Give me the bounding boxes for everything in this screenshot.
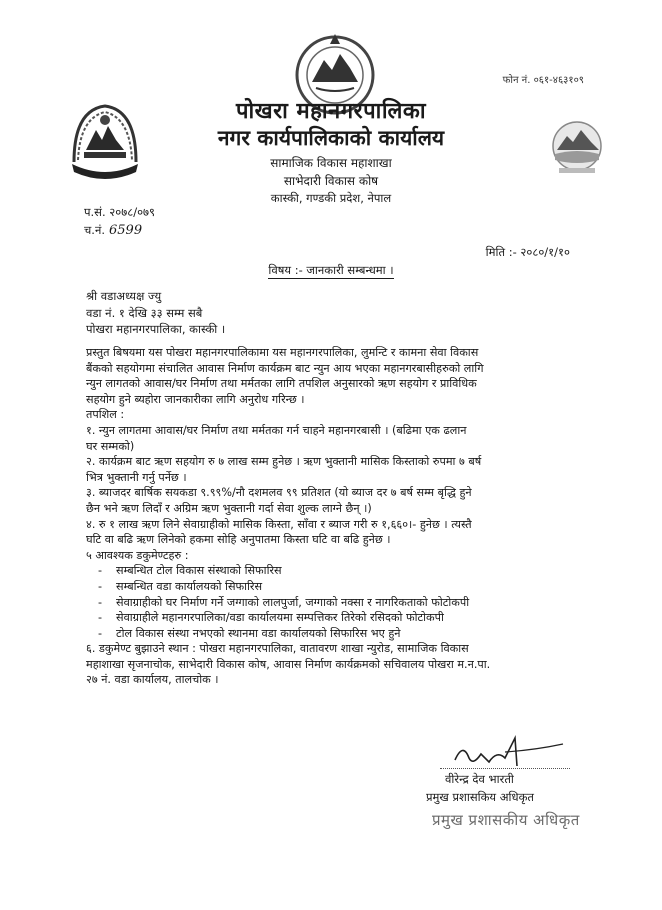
point-line: छैन भने ऋण लिदाँ र अग्रिम ऋण भुक्तानी गर्दा सेवा शुल्क लाग्ने छैन् ।) <box>86 501 372 515</box>
addressee-block <box>86 288 225 338</box>
signatory-title: प्रमुख प्रशासकिय अधिकृत <box>426 790 534 804</box>
cn-number <box>84 223 142 238</box>
unit-name: साभेदारी विकास कोष <box>283 174 379 188</box>
signature-line <box>440 768 570 769</box>
signature-icon <box>445 732 565 772</box>
point-line: ५ आवश्यक डकुमेण्टहरु : <box>86 548 189 562</box>
point-line: घर सम्मको) <box>86 439 135 453</box>
point-line: घटि वा बढि ऋण लिनेको हकमा सोहि अनुपातमा किस्ता घटि वा बढि हुनेछ । <box>86 533 391 547</box>
letter-body <box>86 345 586 688</box>
org-name: पोखरा महानगरपालिका <box>235 99 427 124</box>
cn-value: 6599 <box>109 223 143 238</box>
division-name: सामाजिक विकास महाशाखा <box>270 156 392 170</box>
subject-text: विषय :- जानकारी सम्बन्धमा । <box>268 263 394 277</box>
signatory-name: वीरेन्द्र देव भारती <box>445 772 514 786</box>
point-line: ४. रु १ लाख ऋण लिने सेवाग्राहीको मासिक किस्ता, साँवा र ब्याज गरी रु १,६६०।- हुनेछ । त्यस्तै <box>86 517 472 531</box>
intro-line: न्युन लागतको आवास/घर निर्माण तथा मर्मतका लागि तपशिल अनुसारको ऋण सहयोग र प्राविधिक <box>86 377 477 391</box>
documents-list <box>86 563 586 641</box>
cn-label: च.नं. <box>84 223 105 237</box>
document-item: - सेवाग्राहीले महानगरपालिका/वडा कार्यालयमा सम्पत्तिकर तिरेको रसिदको फोटोकपी <box>92 610 586 626</box>
office-address: कास्की, गण्डकी प्रदेश, नेपाल <box>270 191 392 205</box>
addressee-line: वडा नं. १ देखि ३३ सम्म सबै <box>86 305 203 320</box>
closing-line: महाशाखा सृजनाचोक, साभेदारी विकास कोष, आवास निर्माण कार्यक्रमको सचिवालय पोखरा म.न.पा. <box>86 657 491 671</box>
point-line: भित्र भुक्तानी गर्नु पर्नेछ । <box>86 470 187 484</box>
phone-number: फोन नं. ०६१-४६३१०९ <box>502 75 584 86</box>
closing-line: २७ नं. वडा कार्यालय, तालचोक । <box>86 673 219 687</box>
point-line: १. न्युन लागतमा आवास/घर निर्माण तथा मर्मतका गर्न चाहने महानगरबासी । (बढिमा एक ढलान <box>86 423 467 437</box>
official-stamp: प्रमुख प्रशासकीय अधिकृत <box>432 811 580 829</box>
letter-date: मिति :- २०८०/१/१० <box>485 245 570 259</box>
addressee-line: श्री वडाअध्यक्ष ज्यु <box>86 289 162 303</box>
intro-line: सहयोग हुने ब्यहोरा जानकारीका लागि अनुरोध गरिन्छ । <box>86 392 305 406</box>
addressee-line: पोखरा महानगरपालिका, कास्की । <box>86 322 226 336</box>
office-name: नगर कार्यपालिकाको कार्यालय <box>217 126 445 150</box>
document-item: - सम्बन्धित टोल विकास संस्थाको सिफारिस <box>92 563 586 579</box>
point-line: ३. ब्याजदर बार्षिक सयकडा ९.९९%/नौ दशमलव ९९ प्रतिशत (यो ब्याज दर ७ बर्ष सम्म बृद्धि हुने <box>86 486 472 500</box>
point-line: २. कार्यक्रम बाट ऋण सहयोग रु ७ लाख सम्म हुनेछ । ऋण भुक्तानी मासिक किस्ताको रुपमा ७ बर्ष <box>86 455 482 469</box>
ps-number: प.सं. २०७८/०७९ <box>84 205 156 219</box>
intro-line: प्रस्तुत बिषयमा यस पोखरा महानगरपालिकामा यस महानगरपालिका, लुमन्टि र कामना सेवा विकास <box>86 346 479 359</box>
tapshil-heading: तपशिल : <box>86 408 125 422</box>
document-item: - सम्बन्धित वडा कार्यालयको सिफारिस <box>92 579 586 595</box>
document-item: - सेवाग्राहीको घर निर्माण गर्ने जग्गाको लालपुर्जा, जग्गाको नक्सा र नागरिकताको फोटोकपी <box>92 595 586 611</box>
subject-line <box>0 263 662 278</box>
document-item: - टोल विकास संस्था नभएको स्थानमा वडा कार्यालयको सिफारिस भए हुने <box>92 626 586 642</box>
intro-line: बैंकको सहयोगमा संचालित आवास निर्माण कार्यक्रम बाट न्युन आय भएका महानगरबासीहरुको लागि <box>86 361 484 375</box>
closing-line: ६. डकुमेण्ट बुझाउने स्थान : पोखरा महानगरपालिका, वातावरण शाखा न्युरोड, सामाजिक विकास <box>86 642 469 656</box>
